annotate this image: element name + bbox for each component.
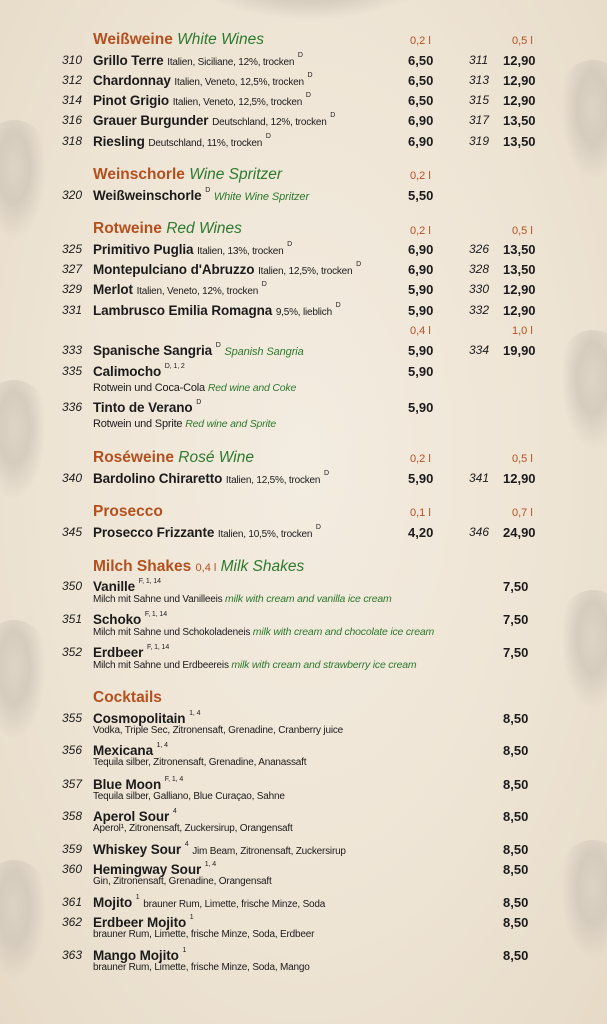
allergen-code: 1, 4 xyxy=(156,742,168,749)
item-number: 352 xyxy=(62,645,83,659)
item-number: 363 xyxy=(62,948,83,962)
item-description: Rotwein und Sprite Red wine and Sprite xyxy=(93,418,276,430)
allergen-code: D xyxy=(305,92,311,99)
description-text: brauner Rum, Limette, frische Minze, Soda, Mango xyxy=(93,962,310,973)
menu-item xyxy=(0,862,607,882)
menu-item xyxy=(0,895,607,915)
item-name xyxy=(93,895,325,910)
allergen-code: 4 xyxy=(172,808,177,815)
description-text: brauner Rum, Limette, frische Minze, Soda, Erdbeer xyxy=(93,929,315,940)
allergen-code: 1, 4 xyxy=(204,861,217,868)
item-number: 350 xyxy=(62,579,83,593)
item-name-text: Schoko xyxy=(93,612,142,627)
item-number: 318 xyxy=(62,134,83,148)
item-number: 345 xyxy=(62,525,83,539)
volume-label: 0,2 l xyxy=(410,170,431,182)
item-number: 355 xyxy=(62,711,83,725)
item-price: 8,50 xyxy=(503,809,529,824)
menu-item xyxy=(0,188,607,208)
item-price: 7,50 xyxy=(503,579,529,594)
menu-item xyxy=(0,93,607,113)
item-description: brauner Rum, Limette, frische Minze, Soda xyxy=(143,899,326,910)
menu-item xyxy=(0,809,607,829)
allergen-code: F, 1, 14 xyxy=(144,611,167,618)
item-price: 12,90 xyxy=(503,303,536,318)
item-name xyxy=(93,113,335,128)
item-description: Rotwein und Coca-Cola Red wine and Coke xyxy=(93,382,297,394)
volume-label: 0,7 l xyxy=(512,507,533,519)
item-description xyxy=(93,962,310,973)
volume-label: 0,4 l xyxy=(410,325,431,337)
item-description xyxy=(93,593,392,605)
item-price: 13,50 xyxy=(503,262,536,277)
item-price: 13,50 xyxy=(503,134,536,149)
item-price: 6,90 xyxy=(408,262,434,277)
item-description: 9,5%, lieblich xyxy=(275,307,332,318)
item-description: Jim Beam, Zitronensaft, Zuckersirup xyxy=(192,846,346,857)
item-name-text: Prosecco Frizzante xyxy=(93,525,215,540)
allergen-code: D xyxy=(261,281,267,288)
menu-item xyxy=(0,53,607,73)
description-text: Tequila silber, Galliano, Blue Curaçao, Sahne xyxy=(93,791,285,802)
item-price: 6,50 xyxy=(408,93,434,108)
menu-item xyxy=(0,73,607,93)
item-price: 19,90 xyxy=(503,343,536,358)
item-number: 361 xyxy=(62,895,83,909)
item-description xyxy=(93,876,272,887)
item-price: 6,50 xyxy=(408,73,434,88)
item-number: 311 xyxy=(469,53,489,67)
item-number: 336 xyxy=(62,400,83,414)
item-description xyxy=(93,791,285,802)
volume-label: 0,5 l xyxy=(512,453,533,465)
allergen-code: D xyxy=(287,241,293,248)
volume-label: 1,0 l xyxy=(512,325,533,337)
item-name: Spanische Sangria $^D$ Spanish Sangria xyxy=(93,342,304,358)
allergen-code: D xyxy=(265,133,271,140)
item-price: 8,50 xyxy=(503,948,529,963)
allergen-code: 1 xyxy=(135,894,140,901)
item-number: 358 xyxy=(62,809,83,823)
item-name-text: Primitivo Puglia xyxy=(93,242,194,257)
menu-item xyxy=(0,525,607,545)
item-name-text: Chardonnay xyxy=(93,73,171,88)
description-en: milk with cream and chocolate ice cream xyxy=(252,626,435,638)
item-number: 312 xyxy=(62,73,83,87)
item-name xyxy=(93,862,216,877)
menu-item-sangria xyxy=(0,343,607,363)
item-name xyxy=(93,242,292,257)
item-number: 326 xyxy=(469,242,490,256)
description-en: milk with cream and vanilla ice cream xyxy=(225,593,392,605)
allergen-code: F, 1, 14 xyxy=(138,578,161,585)
item-price: 12,90 xyxy=(503,73,536,88)
item-number: 356 xyxy=(62,743,83,757)
item-name xyxy=(93,73,313,88)
description-de: Milch mit Sahne und Vanilleeis xyxy=(93,594,223,605)
item-price: 6,90 xyxy=(408,113,434,128)
item-name-text: Grillo Terre xyxy=(93,53,164,68)
description-text: Aperol¹, Zitronensaft, Zuckersirup, Orangensaft xyxy=(93,823,293,834)
allergen-code: 1, 4 xyxy=(189,710,201,717)
allergen-code: 1 xyxy=(182,947,187,954)
item-price: 12,90 xyxy=(503,471,536,486)
item-description: Italien, 10,5%, trocken xyxy=(217,529,313,540)
volume-label: 0,2 l xyxy=(410,453,431,465)
item-name xyxy=(93,53,303,68)
item-number: 319 xyxy=(469,134,490,148)
item-description xyxy=(93,823,293,834)
menu-item-calimocho xyxy=(0,364,607,384)
item-price: 5,90 xyxy=(408,343,434,358)
item-name: Tinto de Verano $^D$ xyxy=(93,399,202,415)
item-price: 12,90 xyxy=(503,93,536,108)
allergen-code: D xyxy=(323,470,329,477)
item-number: 362 xyxy=(62,915,83,929)
item-price: 5,50 xyxy=(408,188,434,203)
item-number: 351 xyxy=(62,612,83,626)
item-name-text: Mango Mojito xyxy=(93,948,179,963)
menu-item xyxy=(0,303,607,323)
item-price: 13,50 xyxy=(503,113,536,128)
menu-item xyxy=(0,242,607,262)
allergen-code: F, 1, 4 xyxy=(164,776,184,783)
item-number: 330 xyxy=(469,282,490,296)
description-text: Vodka, Triple Sec, Zitronensaft, Grenadine, Cranberry juice xyxy=(93,725,343,736)
item-price: 8,50 xyxy=(503,711,529,726)
item-price: 24,90 xyxy=(503,525,536,540)
item-number: 335 xyxy=(62,364,83,378)
item-name: Weißweinschorle $^D$ White Wine Spritzer xyxy=(93,187,310,203)
item-name xyxy=(93,303,341,318)
item-number: 340 xyxy=(62,471,83,485)
item-number: 314 xyxy=(62,93,83,107)
item-name: Calimocho $^{D, 1, 2}$ xyxy=(93,363,185,379)
item-number: 332 xyxy=(469,303,490,317)
menu-item xyxy=(0,842,607,862)
menu-item xyxy=(0,134,607,154)
item-price: 5,90 xyxy=(408,303,434,318)
item-name-text: Montepulciano d'Abruzzo xyxy=(93,262,255,277)
item-price: 12,90 xyxy=(503,282,536,297)
menu-item xyxy=(0,113,607,133)
menu-item xyxy=(0,282,607,302)
item-name xyxy=(93,777,183,792)
item-name xyxy=(93,93,311,108)
item-name-text: Aperol Sour xyxy=(93,809,170,824)
item-name-text: Blue Moon xyxy=(93,777,162,792)
item-name xyxy=(93,645,169,660)
item-name-text: Hemingway Sour xyxy=(93,862,202,877)
item-name xyxy=(93,612,167,627)
item-name xyxy=(93,948,186,963)
item-price: 5,90 xyxy=(408,471,434,486)
allergen-code: D xyxy=(307,72,313,79)
item-name xyxy=(93,809,177,824)
volume-label: 0,1 l xyxy=(410,507,431,519)
item-name xyxy=(93,579,161,594)
item-name-text: Erdbeer Mojito xyxy=(93,915,187,930)
item-name-text: Riesling xyxy=(93,134,145,149)
item-name xyxy=(93,915,194,930)
description-de: Milch mit Sahne und Erdbeereis xyxy=(93,660,229,671)
item-price: 8,50 xyxy=(503,842,529,857)
item-name xyxy=(93,525,321,540)
item-name xyxy=(93,134,271,149)
item-description: Deutschland, 12%, trocken xyxy=(212,117,327,128)
description-text: Tequila silber, Zitronensaft, Grenadine, Ananassaft xyxy=(93,757,307,768)
item-name-text: Mojito xyxy=(93,895,133,910)
item-description: Italien, 12,5%, trocken xyxy=(258,266,353,277)
section-header-cocktails: Cocktails xyxy=(93,689,162,706)
description-en: milk with cream and strawberry ice cream xyxy=(231,659,417,671)
item-description: Italien, Veneto, 12%, trocken xyxy=(136,286,259,297)
item-number: 310 xyxy=(62,53,83,67)
volume-label: 0,5 l xyxy=(512,35,533,47)
item-name xyxy=(93,282,267,297)
menu-item-tinto xyxy=(0,400,607,420)
item-number: 320 xyxy=(62,188,83,202)
item-name-text: Bardolino Chiraretto xyxy=(93,471,223,486)
item-number: 317 xyxy=(469,113,490,127)
item-number: 325 xyxy=(62,242,83,256)
item-name-text: Cosmopolitain xyxy=(93,711,186,726)
item-name-text: Pinot Grigio xyxy=(93,93,170,108)
item-description: Italien, 12,5%, trocken xyxy=(225,475,321,486)
item-price: 6,90 xyxy=(408,134,434,149)
item-name-text: Grauer Burgunder xyxy=(93,113,209,128)
item-name-text: Mexicana xyxy=(93,743,153,758)
item-number: 327 xyxy=(62,262,83,276)
description-text: Gin, Zitronensaft, Grenadine, Orangensaft xyxy=(93,876,272,887)
allergen-code: D xyxy=(335,302,341,309)
menu-item xyxy=(0,262,607,282)
item-price: 8,50 xyxy=(503,895,529,910)
item-price: 5,90 xyxy=(408,364,434,379)
item-description xyxy=(93,659,416,671)
section-header-wine-spritzer: Weinschorle Wine Spritzer xyxy=(93,166,283,183)
volume-label: 0,2 l xyxy=(410,225,431,237)
item-price: 8,50 xyxy=(503,915,529,930)
item-number: 333 xyxy=(62,343,83,357)
item-number: 346 xyxy=(469,525,490,539)
item-description xyxy=(93,626,434,638)
allergen-code: 4 xyxy=(184,841,189,848)
item-price: 6,90 xyxy=(408,242,434,257)
item-price: 7,50 xyxy=(503,612,529,627)
item-number: 341 xyxy=(469,471,490,485)
item-name xyxy=(93,262,361,277)
volume-label: 0,2 l xyxy=(410,35,431,47)
item-number: 360 xyxy=(62,862,83,876)
item-price: 8,50 xyxy=(503,777,529,792)
item-description: Italien, Veneto, 12,5%, trocken xyxy=(172,97,303,108)
section-header-red-wines: Rotweine Red Wines xyxy=(93,220,242,237)
allergen-code: F, 1, 14 xyxy=(146,644,170,651)
menu-item xyxy=(0,777,607,797)
menu-item xyxy=(0,471,607,491)
item-price: 5,90 xyxy=(408,400,434,415)
item-price: 12,90 xyxy=(503,53,536,68)
item-name xyxy=(93,711,200,726)
item-price: 8,50 xyxy=(503,743,529,758)
item-description xyxy=(93,929,314,940)
allergen-code: D xyxy=(297,52,303,59)
item-description: Italien, Siciliane, 12%, trocken xyxy=(167,57,295,68)
item-price: 5,90 xyxy=(408,282,434,297)
item-name-text: Vanille xyxy=(93,579,136,594)
item-number: 329 xyxy=(62,282,83,296)
item-name-text: Whiskey Sour xyxy=(93,842,182,857)
item-number: 315 xyxy=(469,93,490,107)
item-number: 357 xyxy=(62,777,83,791)
item-name-text: Lambrusco Emilia Romagna xyxy=(93,303,273,318)
item-name xyxy=(93,842,346,857)
allergen-code: 1 xyxy=(189,914,194,921)
description-de: Milch mit Sahne und Schokoladeneis xyxy=(93,627,251,638)
section-header-rose-wine: Roséweine Rosé Wine xyxy=(93,449,254,466)
item-name-text: Merlot xyxy=(93,282,133,297)
volume-label: 0,5 l xyxy=(512,225,533,237)
item-number: 331 xyxy=(62,303,83,317)
item-price: 8,50 xyxy=(503,862,529,877)
item-number: 313 xyxy=(469,73,490,87)
allergen-code: D xyxy=(330,112,336,119)
item-price: 4,20 xyxy=(408,525,434,540)
item-name-text: Erdbeer xyxy=(93,645,144,660)
allergen-code: D xyxy=(315,524,321,531)
item-number: 359 xyxy=(62,842,83,856)
item-description: Italien, Veneto, 12,5%, trocken xyxy=(174,77,304,88)
item-number: 334 xyxy=(469,343,490,357)
item-price: 13,50 xyxy=(503,242,536,257)
item-price: 6,50 xyxy=(408,53,434,68)
item-name xyxy=(93,471,329,486)
section-header-white-wines: Weißweine White Wines xyxy=(93,31,264,48)
item-number: 328 xyxy=(469,262,490,276)
allergen-code: D xyxy=(356,261,362,268)
item-price: 7,50 xyxy=(503,645,529,660)
item-description: Italien, 13%, trocken xyxy=(197,246,284,257)
item-description xyxy=(93,725,343,736)
item-description xyxy=(93,757,306,768)
item-number: 316 xyxy=(62,113,83,127)
item-description: Deutschland, 11%, trocken xyxy=(148,138,263,149)
section-header-prosecco: Prosecco xyxy=(93,503,163,520)
item-name xyxy=(93,743,168,758)
section-header-milk-shakes: Milch Shakes 0,4 l Milk Shakes xyxy=(93,558,305,575)
